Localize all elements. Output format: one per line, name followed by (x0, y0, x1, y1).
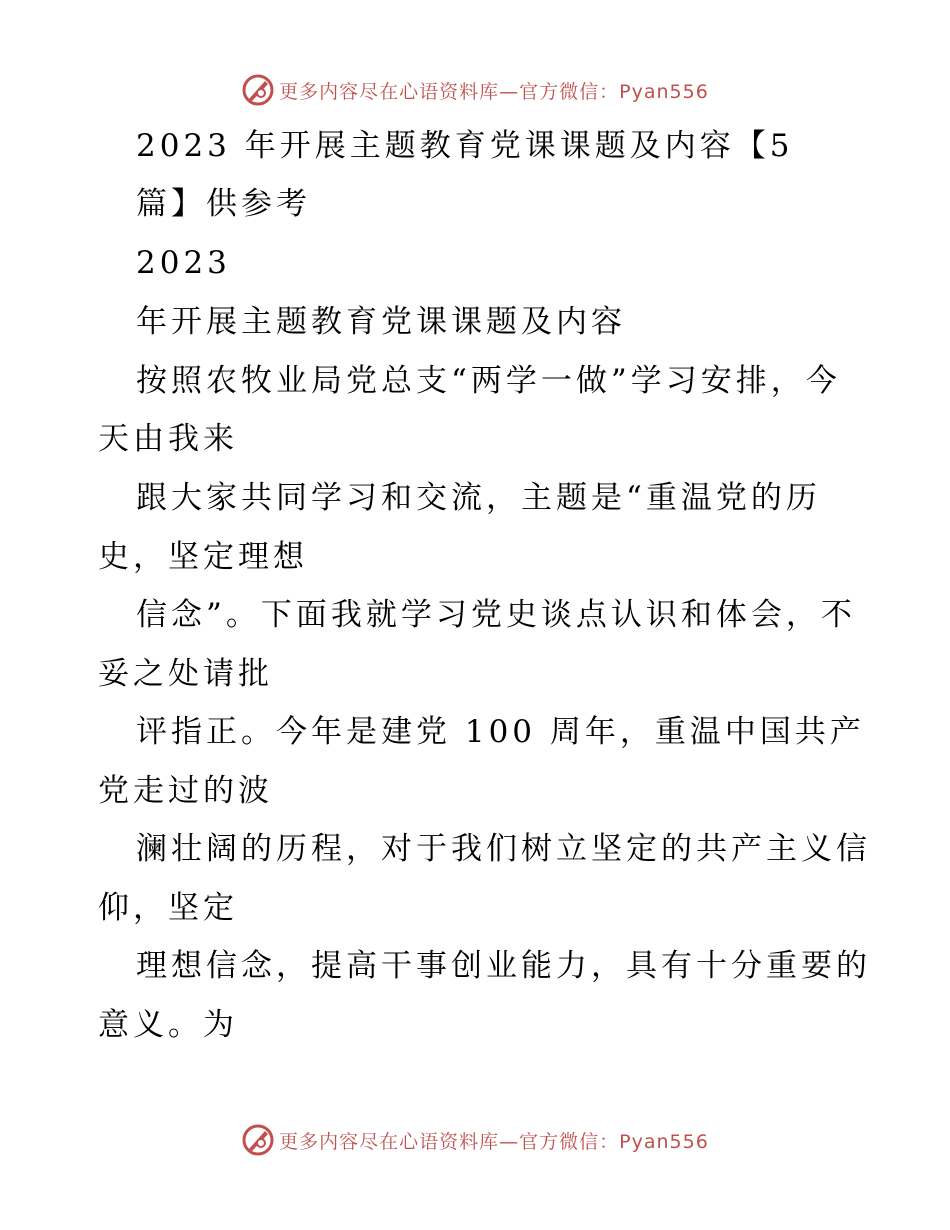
text-line: 党走过的波 (98, 773, 273, 809)
text-line: 史，坚定理想 (98, 539, 308, 575)
text-line: 跟大家共同学习和交流，主题是“重温党的历 (136, 480, 821, 516)
quill-pen-circle-icon (241, 73, 275, 107)
header-watermark-text: 更多内容尽在心语资料库—官方微信：Pyan556 (279, 80, 709, 103)
text-line: 妥之处请批 (98, 656, 273, 692)
text-line: 信念”。下面我就学习党史谈点认识和体会，不 (136, 597, 856, 633)
text-line: 2023 (136, 245, 231, 281)
text-line: 天由我来 (98, 421, 238, 457)
footer-watermark-text: 更多内容尽在心语资料库—官方微信：Pyan556 (279, 1130, 709, 1153)
text-line: 按照农牧业局党总支“两学一做”学习安排，今 (136, 363, 841, 399)
quill-pen-circle-icon (241, 1123, 275, 1157)
text-line: 年开展主题教育党课课题及内容 (136, 304, 626, 340)
text-line: 仰，坚定 (98, 890, 238, 926)
title-line-1: 2023 年开展主题教育党课课题及内容【5 (136, 128, 794, 164)
title-line-2: 篇】供参考 (136, 186, 311, 222)
text-line: 澜壮阔的历程，对于我们树立坚定的共产主义信 (136, 831, 871, 867)
footer-watermark-banner (0, 1120, 950, 1160)
text-line: 理想信念，提高干事创业能力，具有十分重要的 (136, 948, 871, 984)
text-line: 评指正。今年是建党 100 周年，重温中国共产 (136, 714, 865, 750)
text-line: 意义。为 (98, 1007, 238, 1043)
header-watermark-banner (0, 70, 950, 110)
